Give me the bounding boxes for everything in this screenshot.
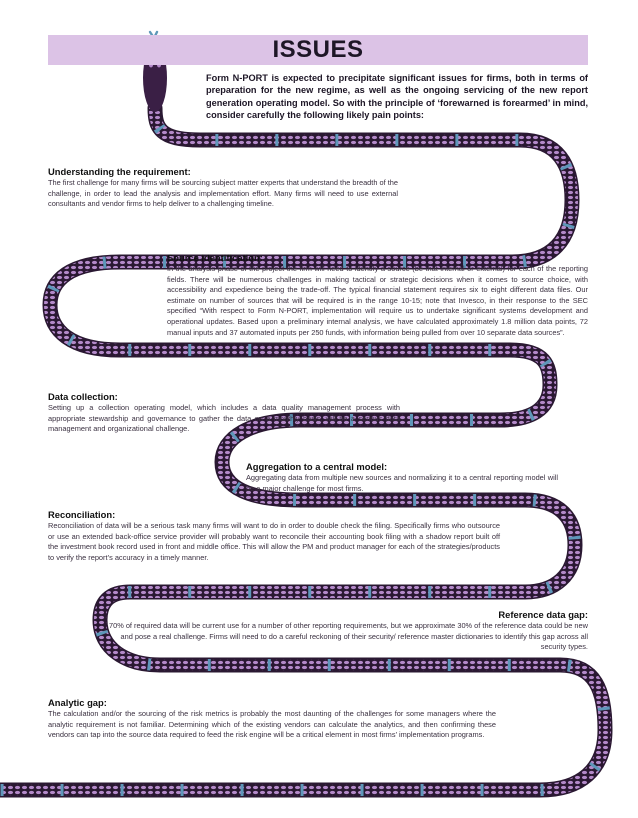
snake-body [0,108,605,790]
section-reconciliation [48,509,500,563]
section-heading: Reconciliation: [48,509,116,520]
section-body: Reconciliation of data will be a serious task many firms will want to do in order to double check the filing. Specifically firms who outsource or use an extended back-office service provider will probably want to reconcile their accounting book filing with a shadow report built off the investment book record used in front and middle office. This will allow the PM and product manager for each of the strategies/products to verify the report’s accuracy in a timely manner. [48,521,500,562]
section-heading: Data collection: [48,391,118,402]
section-heading: Aggregation to a central model: [246,461,388,472]
title-band [48,35,588,65]
section-collection [48,391,400,435]
section-body: The calculation and/or the sourcing of the risk metrics is probably the most daunting of the challenges for some managers where the analytic requirement is not familiar. Determining which of the existing vendors can calculate the analytics, and then confirming these vendors can tap into the source data required to feed the risk engine will be a critical element in most firms’ implementation programs. [48,709,496,740]
section-source [167,252,588,338]
section-heading: Source identification: [167,252,263,263]
section-body: Aggregating data from multiple new sources and normalizing it to a central reporting model will be a major challenge for most firms. [246,473,558,493]
snake-body-bands [0,108,605,790]
section-analytic [48,697,496,741]
section-heading: Reference data gap: [498,609,588,620]
section-body: Setting up a collection operating model, which includes a data quality management process with appropriate stewardship and governance to gather the data on a monthly basis, will be a serious data management and organizational challenge. [48,403,400,434]
section-body: The first challenge for many firms will be sourcing subject matter experts that understand the breadth of the challenge, in order to lead the analysis and implementation effort. Many firms will need to use external consultants and vendor firms to help deliver to a challenging timeline. [48,178,398,209]
section-body: 70% of required data will be current use for a number of other reporting requirements, but we approximate 30% of the reference data could be new and pose a real challenge. Firms will need to do a careful reckoning of their security/ reference master dictionaries to identify this gap across all security types. [108,621,588,652]
snake-body-scales [0,108,605,790]
section-aggregation [246,461,558,494]
section-heading: Analytic gap: [48,697,107,708]
section-body: In the analysis phase of the project the firm will need to identify a source (be that internal or external) for each of the reporting fields. There will be numerous challenges in making tactical or strategic decisions when it comes to source choice, with accessibility and expedience being the trade-off. The typical financial statement requires six to eight different data files. Our estimate on number of sources that will be required is in the range 10-15; note that Invesco, in their response to the SEC specified “With respect to Form N-PORT, implementation will require us to undertake significant systems development and operational updates. Based upon a preliminary internal analysis, we have calculated approximately 1.8 million data points, 72 manual inputs and 37 automated inputs per 250 funds, with information being pulled from over 10 separate data sources”. [167,264,588,337]
page-title: ISSUES [272,36,364,63]
section-heading: Understanding the requirement: [48,166,191,177]
section-understanding [48,166,398,210]
section-reference [108,609,588,653]
intro-paragraph: Form N-PORT is expected to precipitate significant issues for firms, both in terms of preparation for the new regime, as well as the ongoing servicing of the new report generation operating model. So with the principle of ‘forewarned is forearmed’ in mind, consider carefully the following likely pain points: [206,73,588,120]
snake-body-outline [0,108,605,790]
